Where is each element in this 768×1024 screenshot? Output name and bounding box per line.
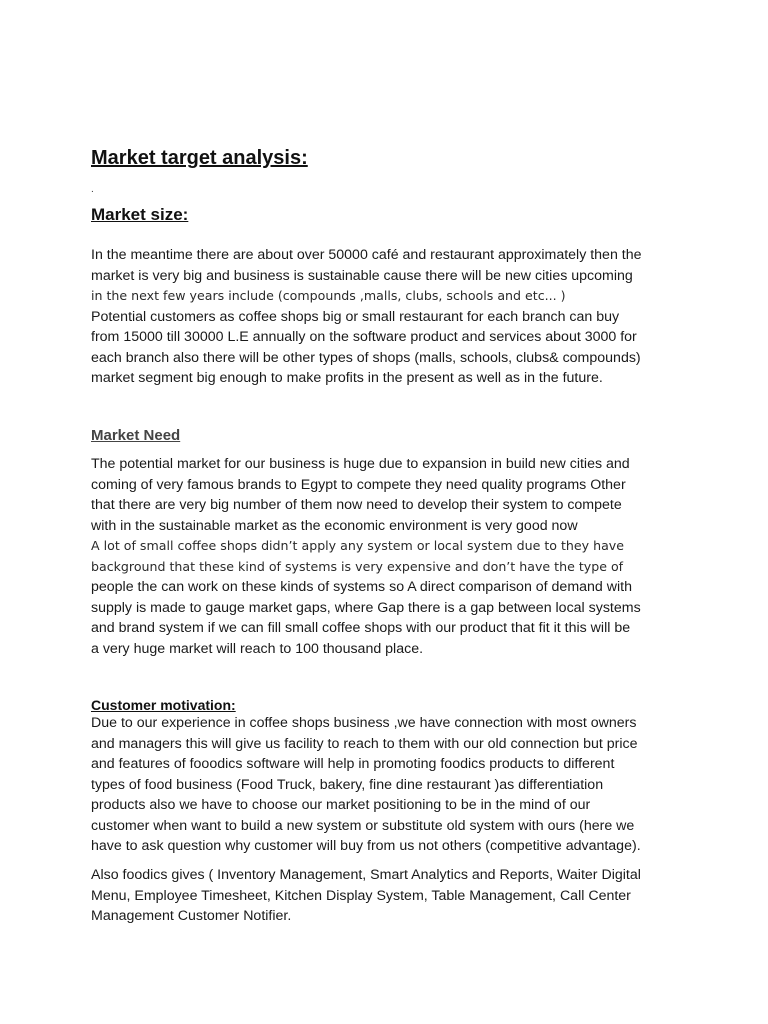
- text-line: in the next few years include (compounds ,malls, clubs, schools and etc... ): [91, 288, 566, 303]
- text-line: a very huge market will reach to 100 thousand place.: [91, 640, 424, 657]
- text-line: have to ask question why customer will buy from us not others (competitive advantage).: [91, 838, 641, 854]
- paragraph-customer-motivation: [91, 713, 691, 857]
- text-line: that there are very big number of them now need to develop their system to compete: [91, 497, 622, 513]
- text-line: from 15000 till 30000 L.E annually on the software product and services about 3000 for: [91, 329, 637, 345]
- text-line: background that these kind of systems is very expensive and don’t have the type of: [91, 558, 624, 574]
- heading-market-size: Market size:: [91, 205, 189, 224]
- text-line: Due to our experience in coffee shops business ,we have connection with most owners: [91, 715, 637, 731]
- paragraph-market-need: [91, 454, 691, 659]
- text-line: customer when want to build a new system or substitute old system with ours (here we: [91, 817, 635, 834]
- text-line: In the meantime there are about over 50000 café and restaurant approximately then the: [91, 247, 642, 263]
- heading-customer-motivation: Customer motivation:: [91, 697, 236, 713]
- text-line: people the can work on these kinds of systems so A direct comparison of demand with: [91, 579, 632, 595]
- document-title: Market target analysis:: [91, 147, 308, 169]
- text-line: Also foodics gives ( Inventory Management, Smart Analytics and Reports, Waiter Digital: [91, 867, 641, 883]
- text-line: types of food business (Food Truck, bakery, fine dine restaurant )as differentiation: [91, 776, 604, 793]
- text-line: A lot of small coffee shops didn’t apply any system or local system due to they have: [91, 538, 624, 553]
- text-line: The potential market for our business is huge due to expansion in build new cities and: [91, 456, 630, 472]
- paragraph-market-size: [91, 245, 691, 389]
- text-line: each branch also there will be other types of shops (malls, schools, clubs& compounds): [91, 349, 641, 366]
- text-line: coming of very famous brands to Egypt to compete they need quality programs Other: [91, 476, 626, 493]
- text-line: Menu, Employee Timesheet, Kitchen Display System, Table Management, Call Center: [91, 887, 631, 904]
- text-line: and features of fooodics software will help in promoting foodics products to different: [91, 756, 615, 772]
- text-line: with in the sustainable market as the economic environment is very good now: [91, 517, 578, 534]
- stray-dot: .: [91, 184, 94, 195]
- text-line: Management Customer Notifier.: [91, 908, 292, 924]
- text-line: market is very big and business is sustainable cause there will be new cities upcoming: [91, 267, 633, 284]
- text-line: and brand system if we can fill small coffee shops with our product that fit it this will be: [91, 620, 631, 636]
- text-line: and managers this will give us facility to reach to them with our old connection but price: [91, 735, 638, 752]
- text-line: market segment big enough to make profits in the present as well as in the future.: [91, 370, 603, 386]
- text-line: products also we have to choose our market positioning to be in the mind of our: [91, 797, 591, 813]
- text-line: Potential customers as coffee shops big or small restaurant for each branch can buy: [91, 308, 620, 325]
- paragraph-foodics-features: [91, 865, 691, 927]
- heading-market-need: Market Need: [91, 427, 181, 444]
- text-line: supply is made to gauge market gaps, where Gap there is a gap between local systems: [91, 599, 641, 616]
